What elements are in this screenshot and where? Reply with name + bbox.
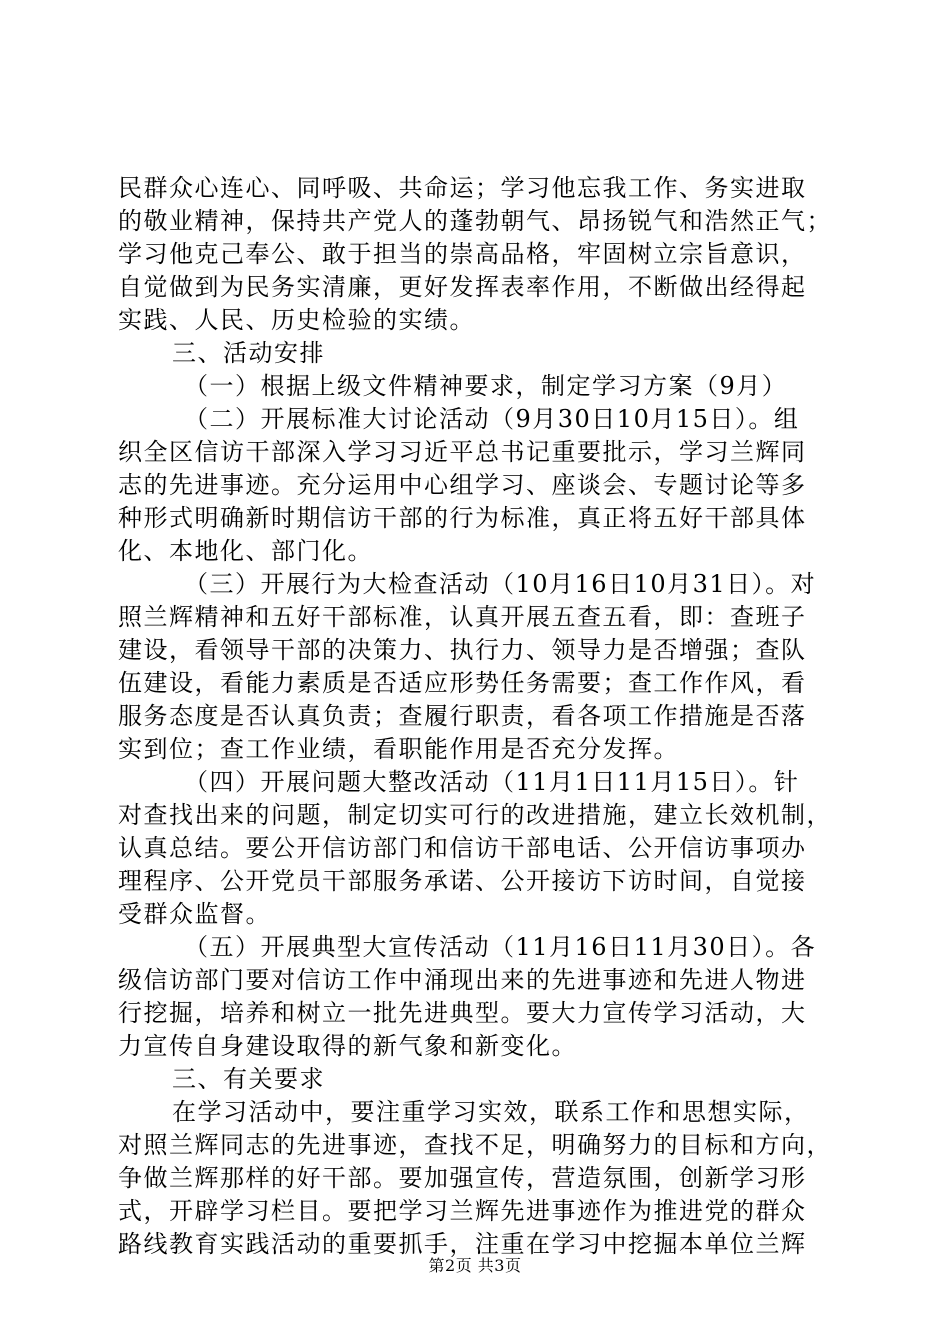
text-line: 的敬业精神，保持共产党人的蓬勃朝气、昂扬锐气和浩然正气； — [118, 207, 832, 235]
text-line: 对照兰辉同志的先进事迹，查找不足，明确努力的目标和方向， — [118, 1131, 832, 1159]
text-line: 种形式明确新时期信访干部的行为标准，真正将五好干部具体 — [118, 504, 807, 532]
text-line: 自觉做到为民务实清廉，更好发挥表率作用，不断做出经得起 — [118, 273, 807, 301]
text-line: （五）开展典型大宣传活动（11月16日11月30日）。各 — [184, 933, 817, 961]
text-line: 化、本地化、部门化。 — [118, 537, 373, 565]
page-footer: 第2页 共3页 — [428, 1256, 522, 1275]
text-line: 织全区信访干部深入学习习近平总书记重要批示，学习兰辉同 — [118, 438, 807, 466]
text-line: （四）开展问题大整改活动（11月1日11月15日）。针 — [184, 768, 800, 796]
text-line: 式，开辟学习栏目。要把学习兰辉先进事迹作为推进党的群众 — [118, 1197, 807, 1225]
text-line: 路线教育实践活动的重要抓手，注重在学习中挖掘本单位兰辉 — [118, 1230, 807, 1258]
text-line: 学习他克己奉公、敢于担当的崇高品格，牢固树立宗旨意识， — [118, 240, 807, 268]
text-line: 实到位；查工作业绩，看职能作用是否充分发挥。 — [118, 735, 679, 763]
text-line: 行挖掘，培养和树立一批先进典型。要大力宣传学习活动，大 — [118, 999, 807, 1027]
text-line: 对查找出来的问题，制定切实可行的改进措施，建立长效机制， — [118, 801, 832, 829]
text-line: 实践、人民、历史检验的实绩。 — [118, 306, 475, 334]
text-line: 受群众监督。 — [118, 900, 271, 928]
text-line: 志的先进事迹。充分运用中心组学习、座谈会、专题讨论等多 — [118, 471, 807, 499]
text-line: （一）根据上级文件精神要求，制定学习方案（9月） — [184, 372, 788, 400]
text-line: 理程序、公开党员干部服务承诺、公开接访下访时间，自觉接 — [118, 867, 807, 895]
document-body — [118, 172, 846, 1261]
text-line: 照兰辉精神和五好干部标准，认真开展五查五看，即：查班子 — [118, 603, 807, 631]
text-line: （二）开展标准大讨论活动（9月30日10月15日）。组 — [184, 405, 800, 433]
text-line: 三、有关要求 — [172, 1065, 325, 1093]
text-line: 建设，看领导干部的决策力、执行力、领导力是否增强；查队 — [118, 636, 807, 664]
text-line: 三、活动安排 — [172, 339, 325, 367]
text-line: （三）开展行为大检查活动（10月16日10月31日）。对 — [184, 570, 817, 598]
text-line: 级信访部门要对信访工作中涌现出来的先进事迹和先进人物进 — [118, 966, 807, 994]
text-line: 服务态度是否认真负责；查履行职责，看各项工作措施是否落 — [118, 702, 807, 730]
text-line: 民群众心连心、同呼吸、共命运；学习他忘我工作、务实进取 — [118, 174, 807, 202]
text-line: 认真总结。要公开信访部门和信访干部电话、公开信访事项办 — [118, 834, 807, 862]
text-line: 力宣传自身建设取得的新气象和新变化。 — [118, 1032, 577, 1060]
text-line: 在学习活动中，要注重学习实效，联系工作和思想实际， — [172, 1098, 810, 1126]
text-line: 伍建设，看能力素质是否适应形势任务需要；查工作作风，看 — [118, 669, 807, 697]
text-line: 争做兰辉那样的好干部。要加强宣传，营造氛围，创新学习形 — [118, 1164, 807, 1192]
